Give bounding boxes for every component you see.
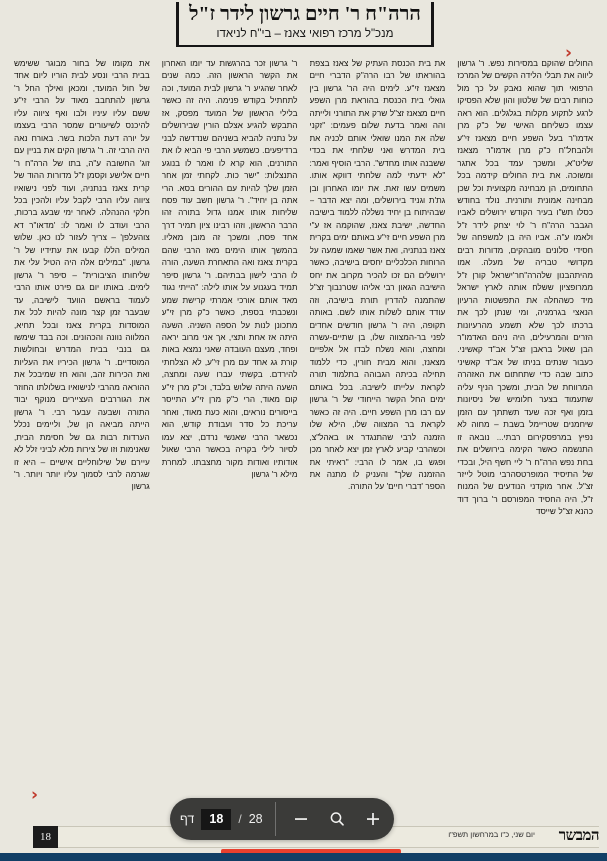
article-column-3 [162, 58, 298, 784]
zoom-control-group [276, 798, 394, 840]
zoom-out-button[interactable] [290, 808, 312, 830]
column-text: את מקומו של בחור מבוגר ששימש בבית הרבי ונסע לבית הוריו ליום אחד של חול המועד, ומכאן ואילך החל ר' גרשון להתחבב מאוד על הרבי זי"ע ששם עליו עיניו ולבו ואף ציווה עליו להיכנס לשיעורים שמסר הרבי בעצמו על יורה דעת הלכות בשר. באורח נאה היה הרבי זה. ר' גרשון הקים את בניין עם זוג' החשובה ע"ה, בתו של הרה"ח ר' חיים אלישע וקסמן ז"ל מדורות ההוד של קרית צאנז בנתניה, ועוד לפני נישואיו ציווה עליו הרבי לקבל עליו ולהכין בכל חלקי ההנהלה. לאחר ימי שבעג ברכות, הרבי ועודב לו ואמר לו: 'מדאו"ר דא צוהעלפן' – צריך לעזור לנו כאן. שלוש המילים הללו קבעו את עתידיו של ר' גרשון. "במילים אלה היה הטיל עלי את שליחותו הציבורית" – סיפר ר' גרשון לימים. באותו יום גם פירט אותו הרבי לעמוד בראשם הוועד לישיבה, עד שבעבר זמן קצר מונה להיות לכל את המוסדות בקרית צאנז ובכל תחיא, המלווה נוונה והכהונים. וכה בבד שימשו גם בנבי בבית המדרש ובחולשות המוסדיים. ר' גרשון הכיריו את העליות ואת הכירות זהב, והוא חז שמיבכל את ההוראה מהרבי לנישואיו בשלולתו החוזר את הגוררבים העציירים מנוקף יבוד התורה ושבעה עבער רבי. ר' גרשון הייתה מביאה הן של, וליימים נכלל הערדות רבות גם של חסימת הבית, שאנימות וזו של צירות מלא לביני זלל לא עיירם של שילוחליים אישיים – היא זו שגרמה לרבי לסמוך עליו יותר ויותר. ר' גרשון [14, 59, 150, 492]
column-text: החולים שהוקם במסירות נפש. ר' גרשון ליווה את תבלי הלידה הקשים של המרכז הרפואי תוך שהוא נאבק על כך מול כוחות רבים של שלטון והון שלא הפסיקו לרגע לתקוע מקלות בגלגלים. הוא ראה עצמו כשליחם האישי של כ"ק מרן אדמו"ר בעל השפע חיים מצאנז זי"ע ולהבחל"ח כ"ק מרן אדמו"ר מצאנז שליט"א, ומשכך עמד בכל אתגר ומשוכה. את בית החולים קידמה בכל התחומים, הן מבחינה מקצועית וכל שכן מבחינה אמונית ותורנית. נולד בחודש כסלו תש"ו בעיר הקודש ירושלים לאביו הגבבר הרה"ח ר' לוי יצחק לידר ז"ל ולאמו ע"ה. אביו היה בן למשפחה של חסידי סלונים מובהקים, מדורות רבים מקדושי טבריה של מעלה. אמו מהיתהבנון שלהרה"חר'ישראל קורן ז"ל ממרופציון ששלח אותה לארץ ישראל מיד כשהחלה את התפשטות הרעיון הנאצי בגרמניה, ומי שנתן לכך את ברכתו לכך שלא תשמע מהרעיונות הזרים והמרעילים, היה ניהם האדמו"ר הבן שאול בראבן זצ"ל אב"ד קאשיני. כעבור שנתים בניתו של אב"ד קאשיני כתוב שבה כדי שתחתום את האזהרה המרווחת של הבית, ומשכך הניף עליה שתעמוד בצער חלומיש של ניסיונות בזמן ואף זכה שעד תשתתך עם הזמן שיחמנים שטריימל בשבת – מחוה לא נפיץ במרפסקירום רבתי... נובאה זו התנשמה כאשר הקימה בירושלים את בחת נפש הרה"ח ר' ליי חשף היל, ובכדי של התיסיד המופרטסהרבי מוטל לייזר זצ"ל. אחר מוקדני הנודעים של המנוח ז"ל, היה החסיד המפורסם ר' ברוך דוד כהנא זצ"ל שייסד [457, 59, 593, 517]
pdf-toolbar [170, 798, 394, 840]
current-page-input[interactable]: 18 [201, 809, 231, 830]
page-separator: / [238, 812, 242, 826]
zoom-in-button[interactable] [362, 808, 384, 830]
article-subtitle: מנכ"ל מרכז רפואי צאנז – בי"ח לניאדו [216, 28, 394, 40]
bottom-navy-bar [0, 853, 607, 861]
next-page-chevron-icon[interactable]: ‹ [565, 43, 573, 63]
article-column-1 [457, 58, 593, 784]
zoom-reset-button[interactable] [326, 808, 348, 830]
page-label: דף [180, 812, 195, 826]
toolbar-divider [275, 802, 276, 836]
total-pages-label: 28 [248, 812, 263, 826]
article-columns [14, 58, 593, 784]
article-title: הרה"ח ר' חיים גרשון לידר ז"ל [189, 3, 421, 25]
page-control-group [170, 798, 275, 840]
prev-page-chevron-icon[interactable]: ‹ [31, 785, 39, 805]
column-text: ר' גרשון זכר בהרגשות עד יומו האחרון את הקשר הראשון הזה. כמה שנים לאחר שהגיע ר' גרשון לבית המועד, וכה לתחתיל בקודש פנימה. היה זה כאשר בלילי הראשון של המועד מפסק, אז התבקש להגיע אצלם הורין שבירושלים על נתניה להביא בשניהם שנדדשה לבני ברדיפעים. כשמשע הרבי פי הביא לו את התורנים, הוא קרא לו ואמר לו בנוגע התנצלות: "ישר כות. לקחתי זמן אחר הזמן שלך להיות עם ההורים בסא. הרי אתה בן יחיד". ר' גרשון חשב עוד פסח שליחות אותו אמנו גדול בתורה זהו הרבר הראשון, וזהו רבינו ציון תמיר דרך אחד פסח, ומשכך זה מובן מאליו. בהמשך אותו הימים מאז הרבי שהם בקרית צאנז ואה התאחרת השעה, הורה לו הרבי לישון בבתיהם. ר' גרשון סיפר תמיד בעגנוע על אותו לילה: "הייתי נגוד מאד אותם אורכי אמרתי קרישת שמע ונשכבתי בספת, כאשר כ"ק מרן זי"ע מתכונן לנות על הספה השניה. השעה היתה אז אחת ותצי, אך אני מרוב יראה ופחד, מעצם העובדה שאני נמצא באות קורת גג אחד עם מרן זי"ע, לא הצלחתי להירדם. בקשתי עברו שעה ומחצה, השעה היתה שלוש בלבד, וכ"ק מרן זי"ע קום מאוד, הרי כ"ק מרן זי"ע התייסר בייסורים נוראים, והוא כעת מאוד, ואחר עריכת כל סדר ועבודת קודש, הוא נכשאר הרבי שאנשי נרדם, יצא עמו לסיור לילי בקריה בכאשר הרבי שאול אודותיו ואודות מקור מחצבתו. למחרת מילא ר' גרשון [161, 59, 298, 479]
article-column-4 [14, 58, 150, 784]
page-number-badge: 18 [33, 826, 58, 848]
publication-logo: המבשר [558, 828, 599, 844]
article-masthead [176, 2, 434, 47]
footer-date: יום שני, כ"ו במרחשון תשפ"ו [448, 830, 535, 839]
column-text: את בית הכנסת העתיק של צאנז בצפת בהוראתו של רבו הרה"ק הדברי חיים מצאנז זי"ע. לימים היה הר' גרשון בין גואלי בית הכנסת בהוראת מרן השפע חיים מצאנז זצ"ל שרק את התורני ולייתה והה ואמר בדעת שלום פעמים: "זקני שלה את המנו שואלי אותם לכניה את בית המדרש ואני שלחתי את בכדי ששבנה אותו מחדש". הרבי הוסיף ואמר: "לא ידעתי למה שלחתי דווקא אותו. משמים עשו זאת. את יומו האחרון ובן גת'ת וגניד בירושלים, ומה יצא הדבר – שבהיתוח בן יחיד נשללה ללמוד בישיבה החדשה, ישיבת צאנז, שהוקמה אז ע"י מרן השפע חיים זי"ע באותם ימים בקרית צאנז בנתניה, ואת אשר שאמו שמעה על הרוחות הכלכליים יחסים בישיבה, כאשר ירושלים הם זכו להכיר מקרוב את יחס הישיבה הגאון רבי אליהו שטרנבוך זצ"ל שהתמנה להדרין תורת בישיבה, וזה עודד אותם לשלות אותו לשם. באותה תקופה, היה ר' גרשון חודשים אחדים לפני בר-המצווה שלו, בן שתיים-עשרה ומחצה, והוא נשלח לבדו אל אלפיים מצאנז, והוא מבית חורין, כדי ללמוד תחילה בכיתה הגבוהה בתלמוד תורה לקראת עלייתו לישיבה. בכל באותם ימים החל הקשר הייחודי של ר' גרשון עם רבו מרן השפע חיים. היה זה כאשר לקראת בר המצווה שלו, הילא שלו הזמנה לרבי שהתנגדר או באהל"צ, וכשהרבי קביע לארץ זמן יצא לאחר מכן ופגש בו, אמר לו הרבי: "ראיתי את ההזמנה שלך" והעניק לו מתנה את הספר 'דברי חיים' על התורה. [309, 59, 446, 492]
article-column-2 [310, 58, 446, 784]
